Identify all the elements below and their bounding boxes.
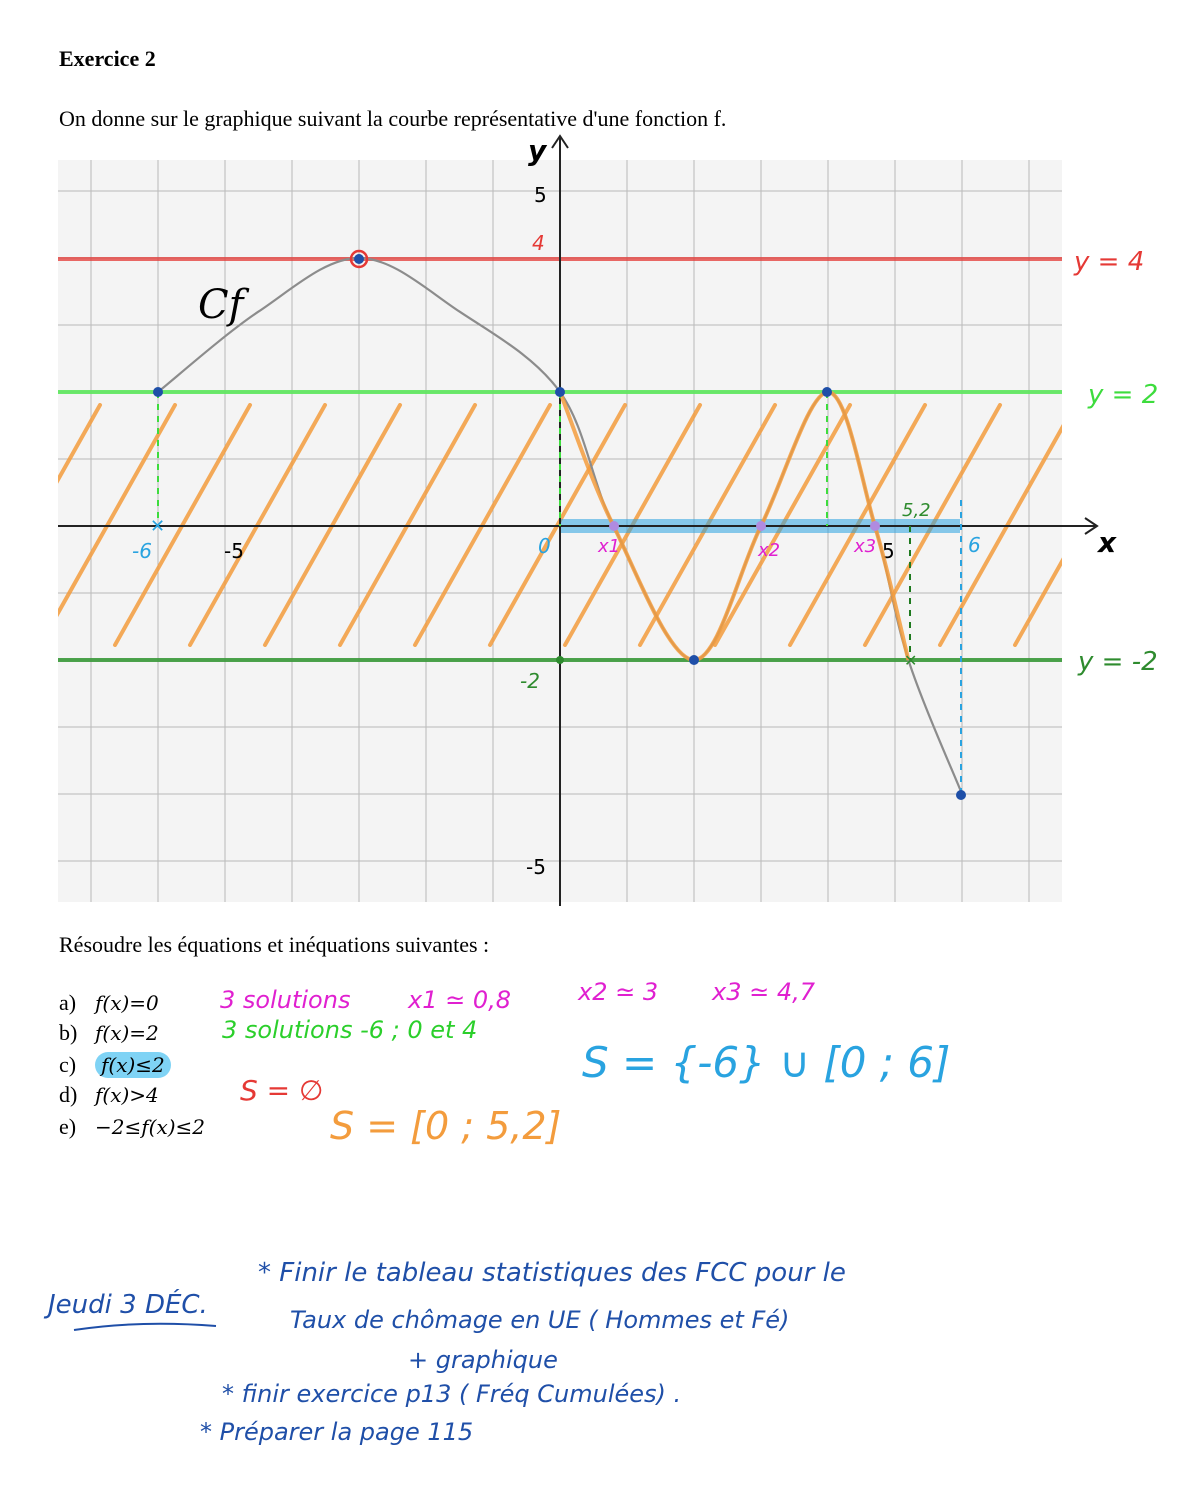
mark-x3: x3: [854, 536, 877, 557]
question-d: d) f(x)>4: [59, 1082, 159, 1107]
y-tick-5: 5: [534, 183, 547, 207]
note-line4: * finir exercice p13 ( Fréq Cumulées) .: [222, 1380, 682, 1408]
y-axis-name: y: [528, 134, 547, 167]
label-y2: y = 2: [1088, 380, 1159, 410]
answer-a-x3: x3 ≃ 4,7: [712, 978, 816, 1006]
note-line1: * Finir le tableau statistiques des FCC pour le: [258, 1258, 846, 1288]
point-y-minus2: [556, 656, 564, 664]
x-tick-minus5: -5: [224, 539, 244, 563]
cross-minus6: ✕: [150, 516, 166, 536]
answer-d: S = ∅: [240, 1074, 324, 1107]
mark-x1: x1: [598, 536, 621, 557]
root-x2: [756, 521, 766, 531]
note-line2: Taux de chômage en UE ( Hommes et Fé): [290, 1306, 790, 1334]
date-underline: [70, 1318, 220, 1338]
answer-a-x1: x1 ≃ 0,8: [408, 986, 512, 1014]
x-tick-5: 5: [882, 539, 895, 563]
answer-a-count: 3 solutions: [220, 986, 351, 1014]
exercise-title: Exercice 2: [59, 46, 156, 71]
answer-b: 3 solutions -6 ; 0 et 4: [222, 1016, 478, 1044]
mark-minus2: -2: [520, 669, 540, 693]
note-date: Jeudi 3 DÉC.: [48, 1290, 208, 1320]
intro-text: On donne sur le graphique suivant la courbe représentative d'une fonction f.: [59, 106, 727, 131]
mark-minus6: -6: [132, 539, 152, 563]
mark-0: 0: [538, 534, 551, 558]
question-b: b) f(x)=2: [59, 1020, 159, 1045]
answer-a-x2: x2 ≃ 3: [578, 978, 659, 1006]
root-x1: [609, 521, 619, 531]
question-a: a) f(x)=0: [59, 990, 159, 1015]
note-line3: + graphique: [408, 1346, 558, 1374]
label-y-minus2: y = -2: [1078, 647, 1158, 677]
point-6: [956, 790, 966, 800]
mark-x2: x2: [758, 540, 781, 561]
hatch-stroke: [0, 405, 25, 645]
note-line5: * Préparer la page 115: [200, 1418, 474, 1446]
point-minus6: [153, 387, 163, 397]
instruction-text: Résoudre les équations et inéquations suivantes :: [59, 932, 490, 957]
cross-5-2: ✕: [904, 653, 918, 670]
point-max: [354, 254, 364, 264]
answer-c: S = {-6} ∪ [0 ; 6]: [582, 1038, 951, 1087]
mark-5-2: 5,2: [902, 500, 931, 521]
answer-e: S = [0 ; 5,2]: [330, 1104, 562, 1148]
mark-6: 6: [968, 533, 981, 557]
curve-label: Cf: [198, 282, 244, 328]
root-x3: [870, 521, 880, 531]
x-axis-name: x: [1098, 526, 1117, 559]
label-y4: y = 4: [1074, 247, 1145, 277]
y-tick-minus5: -5: [526, 855, 546, 879]
point-4: [822, 387, 832, 397]
point-min: [689, 655, 699, 665]
question-c: c) f(x)≤2: [59, 1052, 171, 1078]
point-0: [555, 387, 565, 397]
question-e: e) −2≤f(x)≤2: [59, 1114, 206, 1139]
mark-4: 4: [532, 231, 545, 255]
